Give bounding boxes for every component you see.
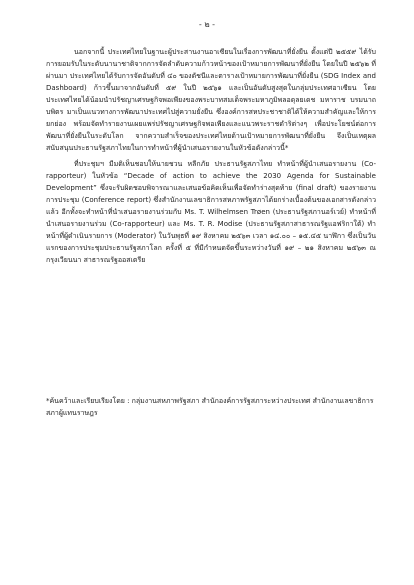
paragraph-meeting-resolution: ที่ประชุมฯ มีมติเห็นชอบให้นายชวน หลีกภัย ประธานรัฐสภาไทย ทำหน้าที่ผู้นำเสนอรายงาน (Co-rapporteur) ในหัวข้อ “Decade of action to achieve the 2030 Agenda for Sustainable Development” ซึ่งจะรับผิดชอบพิจารณาและเสนอข้อคิดเห็นเพื่อจัดทำร่างสุดท้าย (final draft) ของรายงานการประชุม (Conference report) ซึ่งสำนักงานเลขาธิการสหภาพรัฐสภาได้ยกร่างเบื้องต้นของเอกสารดังกล่าวแล้ว อีกทั้งจะทำหน้าที่นำเสนอรายงานร่วมกับ Ms. T. Wilhelmsen Trøen (ประธานรัฐสภานอร์เวย์) ทำหน้าที่นำเสนอรายงานร่วม (Co-rapporteur) และ Ms. T. R. Modise (ประธานรัฐสภาสาธารณรัฐแอฟริกาใต้) ทำหน้าที่ผู้ดำเนินรายการ (Moderator) ในวันพุธที่ ๑๙ สิงหาคม ๒๕๖๓ เวลา ๑๔.๐๐ – ๑๕.๔๕ นาฬิกา ซึ่งเป็นวันแรกของการประชุมประธานรัฐสภาโลก ครั้งที่ ๕ ที่มีกำหนดจัดขึ้นระหว่างวันที่ ๑๙ – ๒๑ สิงหาคม ๒๕๖๓ ณ กรุงเวียนนา สาธารณรัฐออสเตรีย xyxy=(46,160,376,264)
paragraph-sdg-ranking: นอกจากนี้ ประเทศไทยในฐานะผู้ประสานงานอาเซียนในเรื่องการพัฒนาที่ยั่งยืน ตั้งแต่ปี ๒๕๕๙ ได้รับการยอมรับในระดับนานาชาติจากการจัดลำดับความก้าวหน้าของเป้าหมายการพัฒนาที่ยั่งยืน โดยในปี ๒๕๖๒ ที่ผ่านมา ประเทศไทยได้รับการจัดอันดับที่ ๔๐ ของดัชนีและตารางเป้าหมายการพัฒนาที่ยั่งยืน (SDG Index and Dashboard) ก้าวขึ้นมาจากอันดับที่ ๕๙ ในปี ๒๕๖๑ และเป็นอันดับสูงสุดในกลุ่มประเทศอาเซียน โดยประเทศไทยได้น้อมนำปรัชญาเศรษฐกิจพอเพียงของพระบาทสมเด็จพระมหาภูมิพลอดุลยเดช มหาราช บรมนาถบพิตร มาเป็นแนวทางการพัฒนาประเทศไปสู่ความยั่งยืน ซึ่งองค์การสหประชาชาติได้ให้ความสำคัญและให้การยกย่อง พร้อมจัดทำรายงานเผยแพร่ปรัชญาเศรษฐกิจพอเพียงและแนวพระราชดำริต่างๆ เพื่อประโยชน์ต่อการพัฒนาที่ยั่งยืนในระดับโลก จากความสำเร็จของประเทศไทยด้านเป้าหมายการพัฒนาที่ยั่งยืน จึงเป็นเหตุผลสนับสนุนประธานรัฐสภาไทยในการทำหน้าที่ผู้นำเสนอรายงานในหัวข้อดังกล่าวนี้* xyxy=(46,48,376,152)
footnote-source: *ค้นคว้าและเรียบเรียงโดย : กลุ่มงานสหภาพรัฐสภา สำนักองค์การรัฐสภาระหว่างประเทศ สำนักงานเลขาธิการสภาผู้แทนราษฎร xyxy=(46,397,374,417)
body-text xyxy=(46,46,376,270)
page-number: - ๒ - xyxy=(198,20,216,29)
